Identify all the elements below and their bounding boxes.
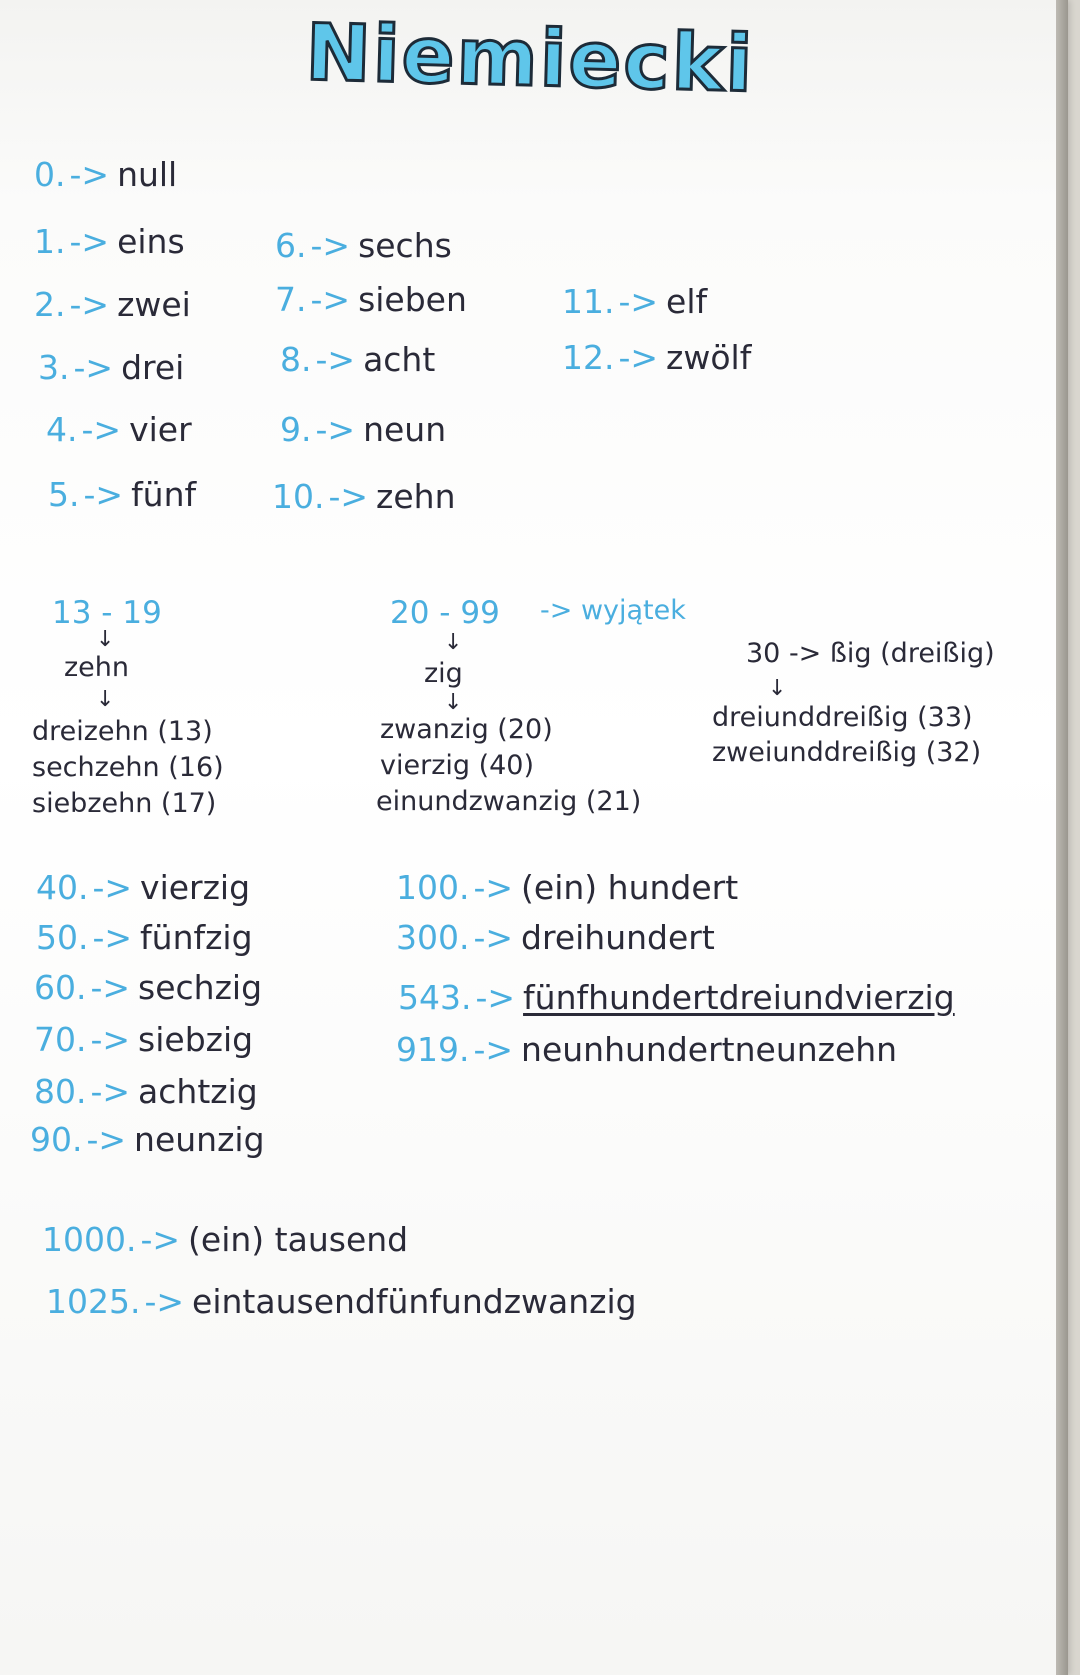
number-entry: 80. -> achtzig bbox=[34, 1072, 258, 1111]
number-entry: 543. -> fünfhundertdreiundvierzig bbox=[398, 978, 955, 1017]
exception-rule: 30 -> ßig (dreißig) bbox=[746, 638, 995, 669]
tens-range: 20 - 99 bbox=[390, 595, 500, 631]
down-arrow-icon: ↓ bbox=[444, 690, 463, 715]
number-entry: 300. -> dreihundert bbox=[396, 918, 715, 957]
number-entry: 1000. -> (ein) tausend bbox=[42, 1220, 409, 1259]
number-entry: 60. -> sechzig bbox=[34, 968, 263, 1007]
number-entry: 1. -> eins bbox=[34, 222, 185, 261]
number-entry: 7. -> sieben bbox=[275, 280, 467, 319]
number-entry: 0. -> null bbox=[34, 155, 178, 194]
number-entry: 90. -> neunzig bbox=[30, 1120, 265, 1159]
number-entry: 10. -> zehn bbox=[272, 477, 456, 516]
number-entry: 11. -> elf bbox=[562, 282, 708, 321]
teens-example: dreizehn (13) bbox=[32, 716, 213, 747]
number-entry: 6. -> sechs bbox=[275, 226, 452, 265]
number-entry: 919. -> neunhundertneunzehn bbox=[396, 1030, 898, 1069]
teens-range: 13 - 19 bbox=[52, 595, 162, 631]
page-title: Niemiecki bbox=[304, 8, 756, 110]
down-arrow-icon: ↓ bbox=[444, 630, 463, 655]
number-entry: 1025. -> eintausendfünfundzwanzig bbox=[46, 1282, 637, 1321]
teens-suffix: zehn bbox=[64, 652, 130, 683]
number-entry: 5. -> fünf bbox=[48, 475, 197, 514]
number-entry: 2. -> zwei bbox=[34, 285, 191, 324]
number-entry: 50. -> fünfzig bbox=[36, 918, 253, 957]
exception-example: dreiunddreißig (33) bbox=[712, 702, 973, 733]
paper-edge bbox=[1056, 0, 1068, 1675]
tens-example: zwanzig (20) bbox=[380, 714, 553, 745]
number-entry: 4. -> vier bbox=[46, 410, 192, 449]
tens-exception-note: -> wyjątek bbox=[540, 595, 686, 626]
down-arrow-icon: ↓ bbox=[96, 687, 115, 712]
tens-suffix: zig bbox=[424, 658, 463, 689]
number-entry: 40. -> vierzig bbox=[36, 868, 251, 907]
tens-example: vierzig (40) bbox=[380, 750, 535, 781]
number-entry: 3. -> drei bbox=[38, 348, 185, 387]
tens-example: einundzwanzig (21) bbox=[376, 786, 642, 817]
down-arrow-icon: ↓ bbox=[96, 627, 115, 652]
number-entry: 8. -> acht bbox=[280, 340, 436, 379]
number-entry: 12. -> zwölf bbox=[562, 338, 752, 377]
number-entry: 9. -> neun bbox=[280, 410, 447, 449]
number-entry: 70. -> siebzig bbox=[34, 1020, 254, 1059]
exception-example: zweiunddreißig (32) bbox=[712, 737, 982, 768]
teens-example: sechzehn (16) bbox=[32, 752, 224, 783]
teens-example: siebzehn (17) bbox=[32, 788, 217, 819]
number-entry: 100. -> (ein) hundert bbox=[396, 868, 739, 907]
down-arrow-icon: ↓ bbox=[768, 676, 787, 701]
